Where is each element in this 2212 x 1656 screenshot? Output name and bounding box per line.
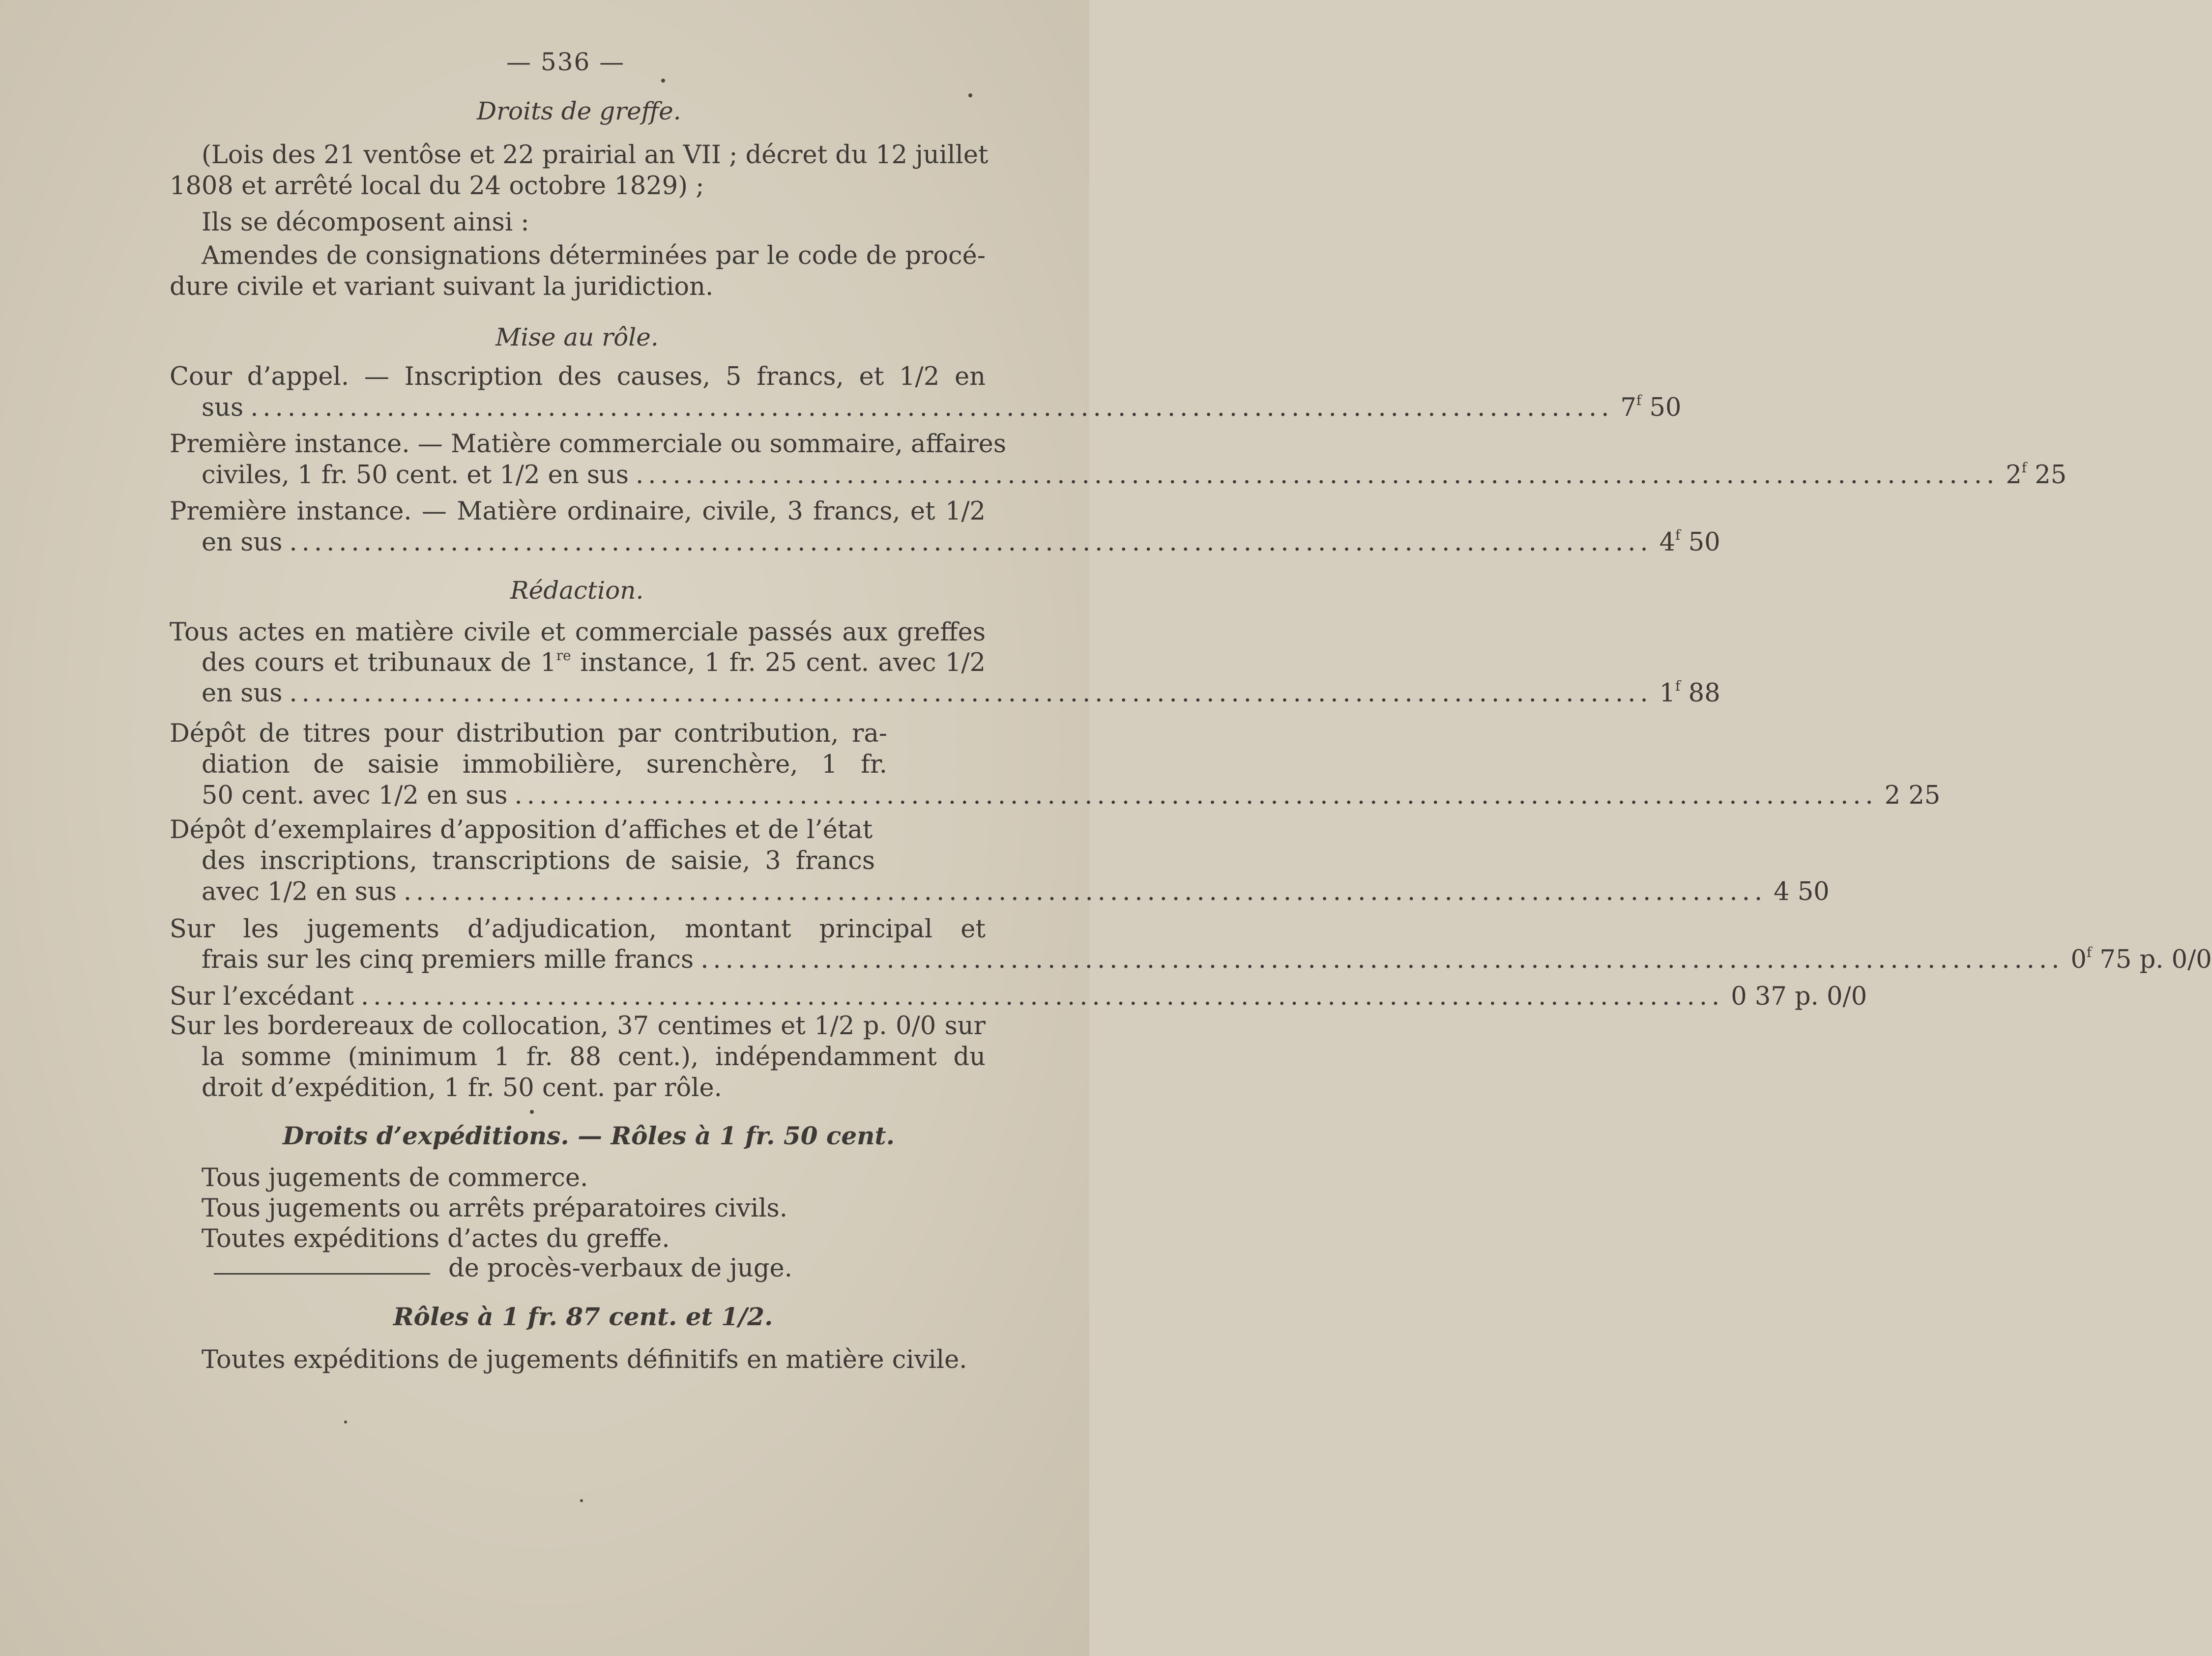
redaction-entry-1-amount: 1$^f$ 88 xyxy=(1659,678,1720,708)
mise-entry-3-line-1: Première instance. — Matière ordinaire, civile, 3 francs, et 1/2 xyxy=(170,497,986,526)
redaction-entry-4-total xyxy=(202,944,2212,975)
print-speck xyxy=(968,93,972,97)
leader-dots: .............................................................................................................. xyxy=(403,877,1767,906)
mise-entry-3-total xyxy=(202,527,1720,558)
redaction-entry-4-amount: 0$^f$ 75 p. 0/0 xyxy=(2070,944,2212,974)
expeditions-item-2: Tous jugements ou arrêts préparatoires civils. xyxy=(202,1194,787,1223)
leader-dots: .............................................................................................................. xyxy=(700,945,2064,974)
mise-entry-2-line-1: Première instance. — Matière commerciale ou sommaire, affaires xyxy=(170,430,1007,459)
redaction-entry-3-line-2: des inscriptions, transcriptions de saisie, 3 francs xyxy=(202,846,875,875)
redaction-entry-5-label: Sur l’excédant xyxy=(170,982,354,1011)
section-heading-greffe: Droits de greffe. xyxy=(477,97,681,125)
page-number: — 536 — xyxy=(506,48,625,76)
section-heading-redaction: Rédaction. xyxy=(510,576,644,605)
redaction-entry-1-label: en sus xyxy=(202,679,283,708)
redaction-entry-3-amount: 4 50 xyxy=(1774,877,1830,906)
print-speck xyxy=(344,1421,347,1424)
mise-entry-2-amount: 2$^f$ 25 xyxy=(2006,460,2067,490)
redaction-entry-1-total xyxy=(202,678,1720,709)
mise-entry-3-amount: 4$^f$ 50 xyxy=(1659,527,1720,557)
redaction-entry-1-line-2: des cours et tribunaux de 1re instance, 1 fr. 25 cent. avec 1/2 xyxy=(202,647,986,677)
greffe-line-2: 1808 et arrêté local du 24 octobre 1829) ; xyxy=(170,172,704,201)
print-speck xyxy=(530,1110,534,1114)
redaction-entry-2-line-2: diation de saisie immobilière, surenchère, 1 fr. xyxy=(202,750,887,779)
mise-entry-1-total xyxy=(202,392,1682,423)
section-heading-roles-187: Rôles à 1 fr. 87 cent. et 1/2. xyxy=(393,1302,773,1331)
redaction-entry-6-line-2: la somme (minimum 1 fr. 88 cent.), indépendamment du xyxy=(202,1043,986,1072)
leader-dots: .............................................................................................................. xyxy=(514,781,1878,810)
redaction-entry-2-amount: 2 25 xyxy=(1884,781,1941,810)
redaction-entry-1-line-1: Tous actes en matière civile et commerciale passés aux greffes xyxy=(170,618,986,647)
greffe-line-4: Amendes de consignations déterminées par le code de procé- xyxy=(202,241,986,270)
leader-dots: .............................................................................................................. xyxy=(289,679,1653,708)
mise-entry-3-label: en sus xyxy=(202,528,283,557)
roles-187-line: Toutes expéditions de jugements définitifs en matière civile. xyxy=(202,1345,967,1374)
redaction-entry-5-amount: 0 37 p. 0/0 xyxy=(1731,982,1867,1011)
ditto-rule xyxy=(214,1273,430,1275)
redaction-entry-6-line-3: droit d’expédition, 1 fr. 50 cent. par rôle. xyxy=(202,1074,722,1103)
leader-dots: .............................................................................................................. xyxy=(250,393,1614,422)
section-heading-mise-au-role: Mise au rôle. xyxy=(495,323,659,351)
greffe-line-5: dure civile et variant suivant la juridiction. xyxy=(170,272,714,301)
mise-entry-2-label: civiles, 1 fr. 50 cent. et 1/2 en sus xyxy=(202,461,629,490)
leader-dots: .............................................................................................................. xyxy=(636,461,1999,490)
expeditions-item-3: Toutes expéditions d’actes du greffe. xyxy=(202,1224,670,1253)
redaction-entry-3-line-1: Dépôt d’exemplaires d’apposition d’affiches et de l’état xyxy=(170,815,873,844)
mise-entry-1-label: sus xyxy=(202,393,244,422)
leader-dots: .............................................................................................................. xyxy=(289,528,1653,557)
greffe-line-1: (Lois des 21 ventôse et 22 prairial an VII ; décret du 12 juillet xyxy=(202,141,989,170)
leader-dots: .............................................................................................................. xyxy=(360,982,1724,1011)
redaction-entry-2-label: 50 cent. avec 1/2 en sus xyxy=(202,781,508,810)
redaction-entry-2-line-1: Dépôt de titres pour distribution par contribution, ra- xyxy=(170,719,887,748)
redaction-entry-4-line-1: Sur les jugements d’adjudication, montant principal et xyxy=(170,915,986,944)
section-heading-expeditions: Droits d’expéditions. — Rôles à 1 fr. 50 cent. xyxy=(283,1121,895,1150)
greffe-line-3: Ils se décomposent ainsi : xyxy=(202,208,529,237)
mise-entry-1-amount: 7$^f$ 50 xyxy=(1620,392,1682,422)
redaction-entry-6-line-1: Sur les bordereaux de collocation, 37 centimes et 1/2 p. 0/0 sur xyxy=(170,1012,986,1041)
redaction-entry-3-label: avec 1/2 en sus xyxy=(202,877,397,906)
print-speck xyxy=(661,79,665,83)
redaction-entry-3-total xyxy=(202,877,1830,907)
print-speck xyxy=(580,1499,583,1502)
mise-entry-2-total xyxy=(202,460,2067,491)
redaction-entry-2-total xyxy=(202,781,1941,811)
redaction-entry-5 xyxy=(170,982,1867,1012)
expeditions-item-1: Tous jugements de commerce. xyxy=(202,1163,588,1192)
expeditions-item-4: de procès-verbaux de juge. xyxy=(448,1254,792,1283)
mise-entry-1-line-1: Cour d’appel. — Inscription des causes, 5 francs, et 1/2 en xyxy=(170,362,986,391)
redaction-entry-4-label: frais sur les cinq premiers mille francs xyxy=(202,945,694,974)
